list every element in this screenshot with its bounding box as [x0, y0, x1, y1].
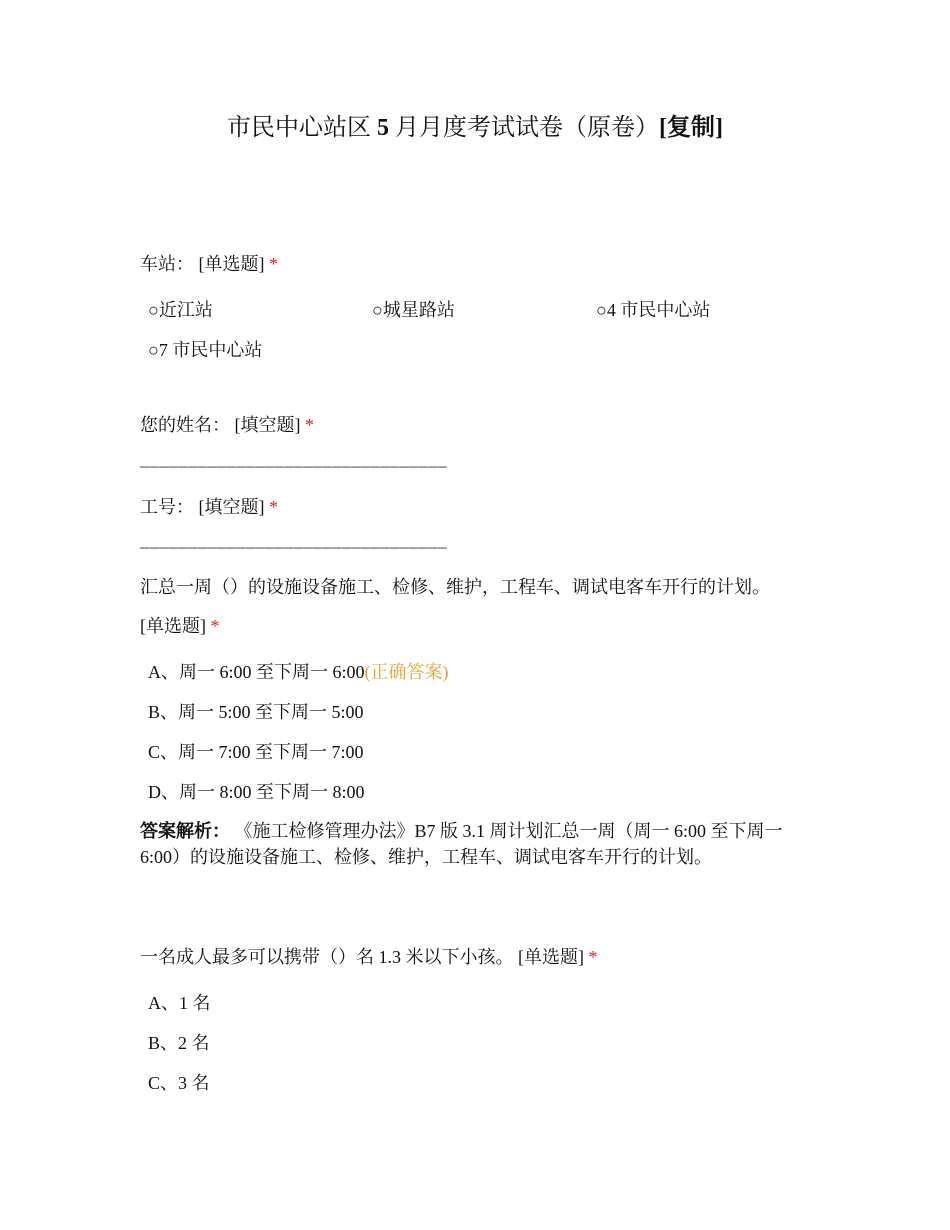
title-text-2: 月月度考试试卷（原卷）: [395, 115, 659, 141]
option-c[interactable]: C、3 名: [148, 1073, 210, 1093]
option-radio[interactable]: ○近江站: [148, 300, 213, 320]
analysis-line-1: [140, 819, 783, 843]
question-text: 您的姓名：: [140, 415, 230, 435]
analysis-text: 《施工检修管理办法》B7 版 3.1 周计划汇总一周（周一 6:00 至下周一: [234, 821, 783, 841]
question-1-label: [140, 252, 278, 276]
question-type: [单选题]: [198, 254, 265, 274]
question-text: 工号：: [140, 497, 194, 517]
required-mark: *: [210, 616, 220, 636]
question-4-type: [140, 614, 220, 638]
question-2-label: [140, 413, 314, 437]
option-d[interactable]: D、周一 8:00 至下周一 8:00: [148, 782, 365, 802]
option-b[interactable]: B、周一 5:00 至下周一 5:00: [148, 702, 364, 722]
required-mark: *: [588, 947, 598, 967]
analysis-line-2: 6:00）的设施设备施工、检修、维护，工程车、调试电客车开行的计划。: [140, 847, 712, 867]
option-c[interactable]: C、周一 7:00 至下周一 7:00: [148, 742, 364, 762]
option-text: A、周一 6:00 至下周一 6:00: [148, 662, 365, 682]
option-radio[interactable]: ○4 市民中心站: [596, 300, 711, 320]
option-a[interactable]: A、1 名: [148, 993, 211, 1013]
title-suffix: [复制]: [659, 115, 723, 141]
question-3-label: [140, 495, 278, 519]
required-mark: *: [269, 254, 278, 274]
question-text: 车站：: [140, 254, 194, 274]
id-input-line[interactable]: ________________________________: [140, 530, 448, 550]
correct-answer-tag: (正确答案): [364, 662, 449, 682]
question-text: 一名成人最多可以携带（）名 1.3 米以下小孩。: [140, 947, 514, 967]
question-type: [填空题]: [198, 497, 265, 517]
required-mark: *: [269, 497, 278, 517]
option-a[interactable]: [148, 660, 449, 684]
title-number: 5: [377, 115, 389, 141]
question-type: [填空题]: [234, 415, 301, 435]
required-mark: *: [305, 415, 314, 435]
title-text: 市民中心站区: [227, 115, 371, 141]
option-b[interactable]: B、2 名: [148, 1033, 210, 1053]
page-title: [0, 113, 950, 143]
question-5-label: [140, 945, 598, 969]
question-4-text: 汇总一周（）的设施设备施工、检修、维护，工程车、调试电客车开行的计划。: [140, 577, 770, 597]
option-radio[interactable]: ○城星路站: [372, 300, 455, 320]
name-input-line[interactable]: ________________________________: [140, 449, 448, 469]
analysis-label: 答案解析：: [140, 821, 230, 841]
option-radio[interactable]: ○7 市民中心站: [148, 340, 263, 360]
question-type: [单选题]: [140, 616, 206, 636]
question-type: [单选题]: [518, 947, 584, 967]
